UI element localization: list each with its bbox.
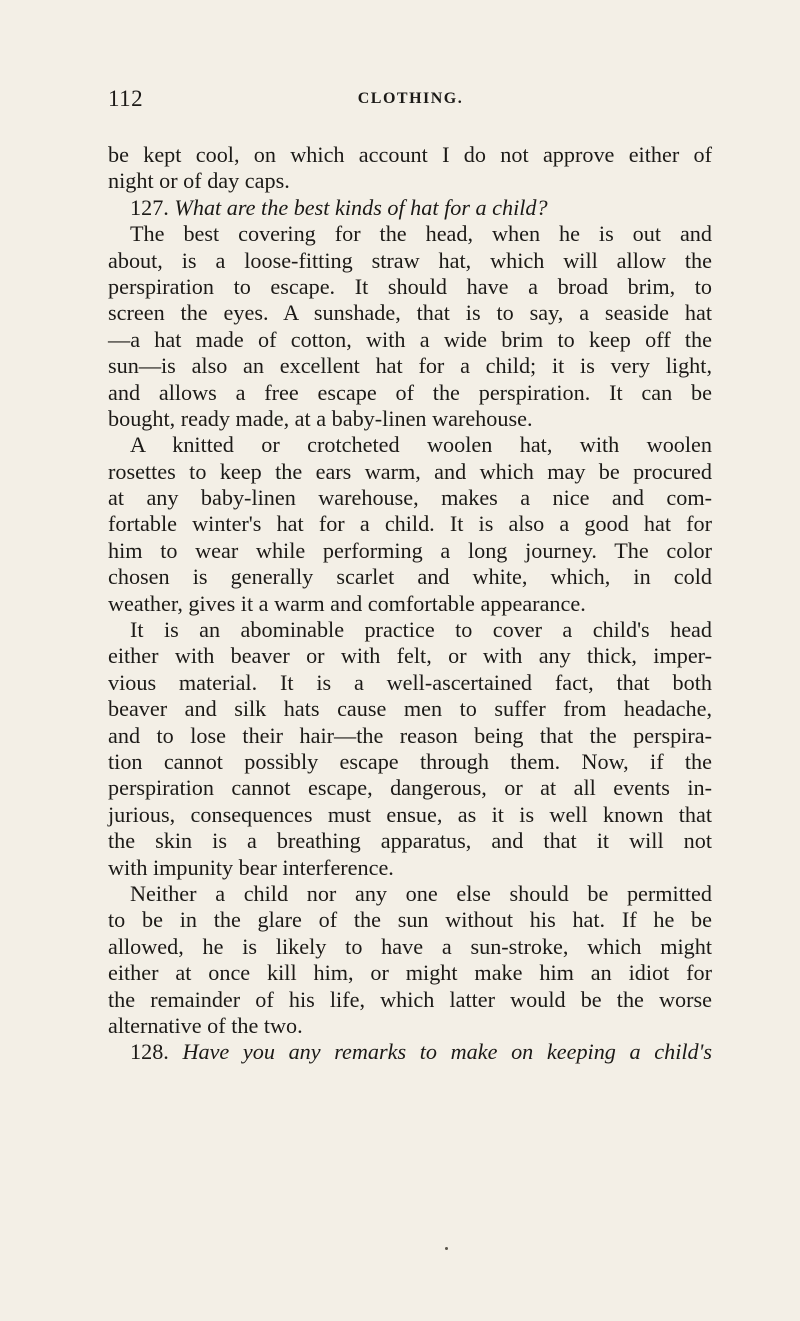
text-line: vious material. It is a well-ascertained fact, that both [108,669,712,695]
text-line: and allows a free escape of the perspiration. It can be [108,379,712,405]
text-line: It is an abominable practice to cover a child's head [130,617,712,643]
text-line: night or of day caps. [108,168,290,194]
running-head: CLOTHING. [357,90,464,107]
question-number: 128. [130,1039,183,1065]
text-line: bought, ready made, at a baby-linen warehouse. [108,405,533,431]
text-line: beaver and silk hats cause men to suffer from headache, [108,696,712,722]
page-body [108,142,712,1066]
text-line: to be in the glare of the sun without his hat. If he be [108,907,712,933]
text-line: and to lose their hair—the reason being that the perspira- [108,722,712,748]
text-line: the remainder of his life, which latter would be the worse [108,986,712,1012]
text-line: the skin is a breathing apparatus, and that it will not [108,828,712,854]
text-line: sun—is also an excellent hat for a child; it is very light, [108,353,712,379]
page-number: 112 [108,86,144,111]
print-speck [445,1247,448,1250]
text-line: The best covering for the head, when he is out and [130,221,712,247]
text-line: either at once kill him, or might make him an idiot for [108,960,712,986]
text-line: either with beaver or with felt, or with any thick, imper- [108,643,712,669]
text-line: chosen is generally scarlet and white, which, in cold [108,564,712,590]
page-header [108,86,713,116]
text-line: perspiration cannot escape, dangerous, or at all events in- [108,775,712,801]
text-line: screen the eyes. A sunshade, that is to say, a seaside hat [108,300,712,326]
text-line: Neither a child nor any one else should be permitted [130,880,712,906]
question-text: Have you any remarks to make on keeping a child's [182,1039,712,1065]
text-line: at any baby-linen warehouse, makes a nice and com- [108,485,712,511]
text-line: perspiration to escape. It should have a broad brim, to [108,273,712,299]
text-line: about, is a loose-fitting straw hat, which will allow the [108,247,712,273]
text-line: be kept cool, on which account I do not approve either of [108,142,712,167]
text-line: —a hat made of cotton, with a wide brim to keep off the [108,326,712,352]
text-line: jurious, consequences must ensue, as it is well known that [108,801,712,827]
text-line: fortable winter's hat for a child. It is also a good hat for [108,511,712,537]
question-line [108,195,712,221]
text-line: A knitted or crotcheted woolen hat, with woolen [130,432,712,458]
text-line: tion cannot possibly escape through them. Now, if the [108,748,712,774]
question-number: 127. [130,194,175,220]
text-line: allowed, he is likely to have a sun-stroke, which might [108,933,712,959]
question-text: What are the best kinds of hat for a child? [174,194,548,220]
text-line: alternative of the two. [108,1012,303,1038]
text-line: rosettes to keep the ears warm, and which may be procured [108,458,712,484]
text-line: him to wear while performing a long journey. The color [108,537,712,563]
text-line: with impunity bear interference. [108,854,394,880]
text-line: weather, gives it a warm and comfortable appearance. [108,590,586,616]
question-line [108,1039,712,1065]
